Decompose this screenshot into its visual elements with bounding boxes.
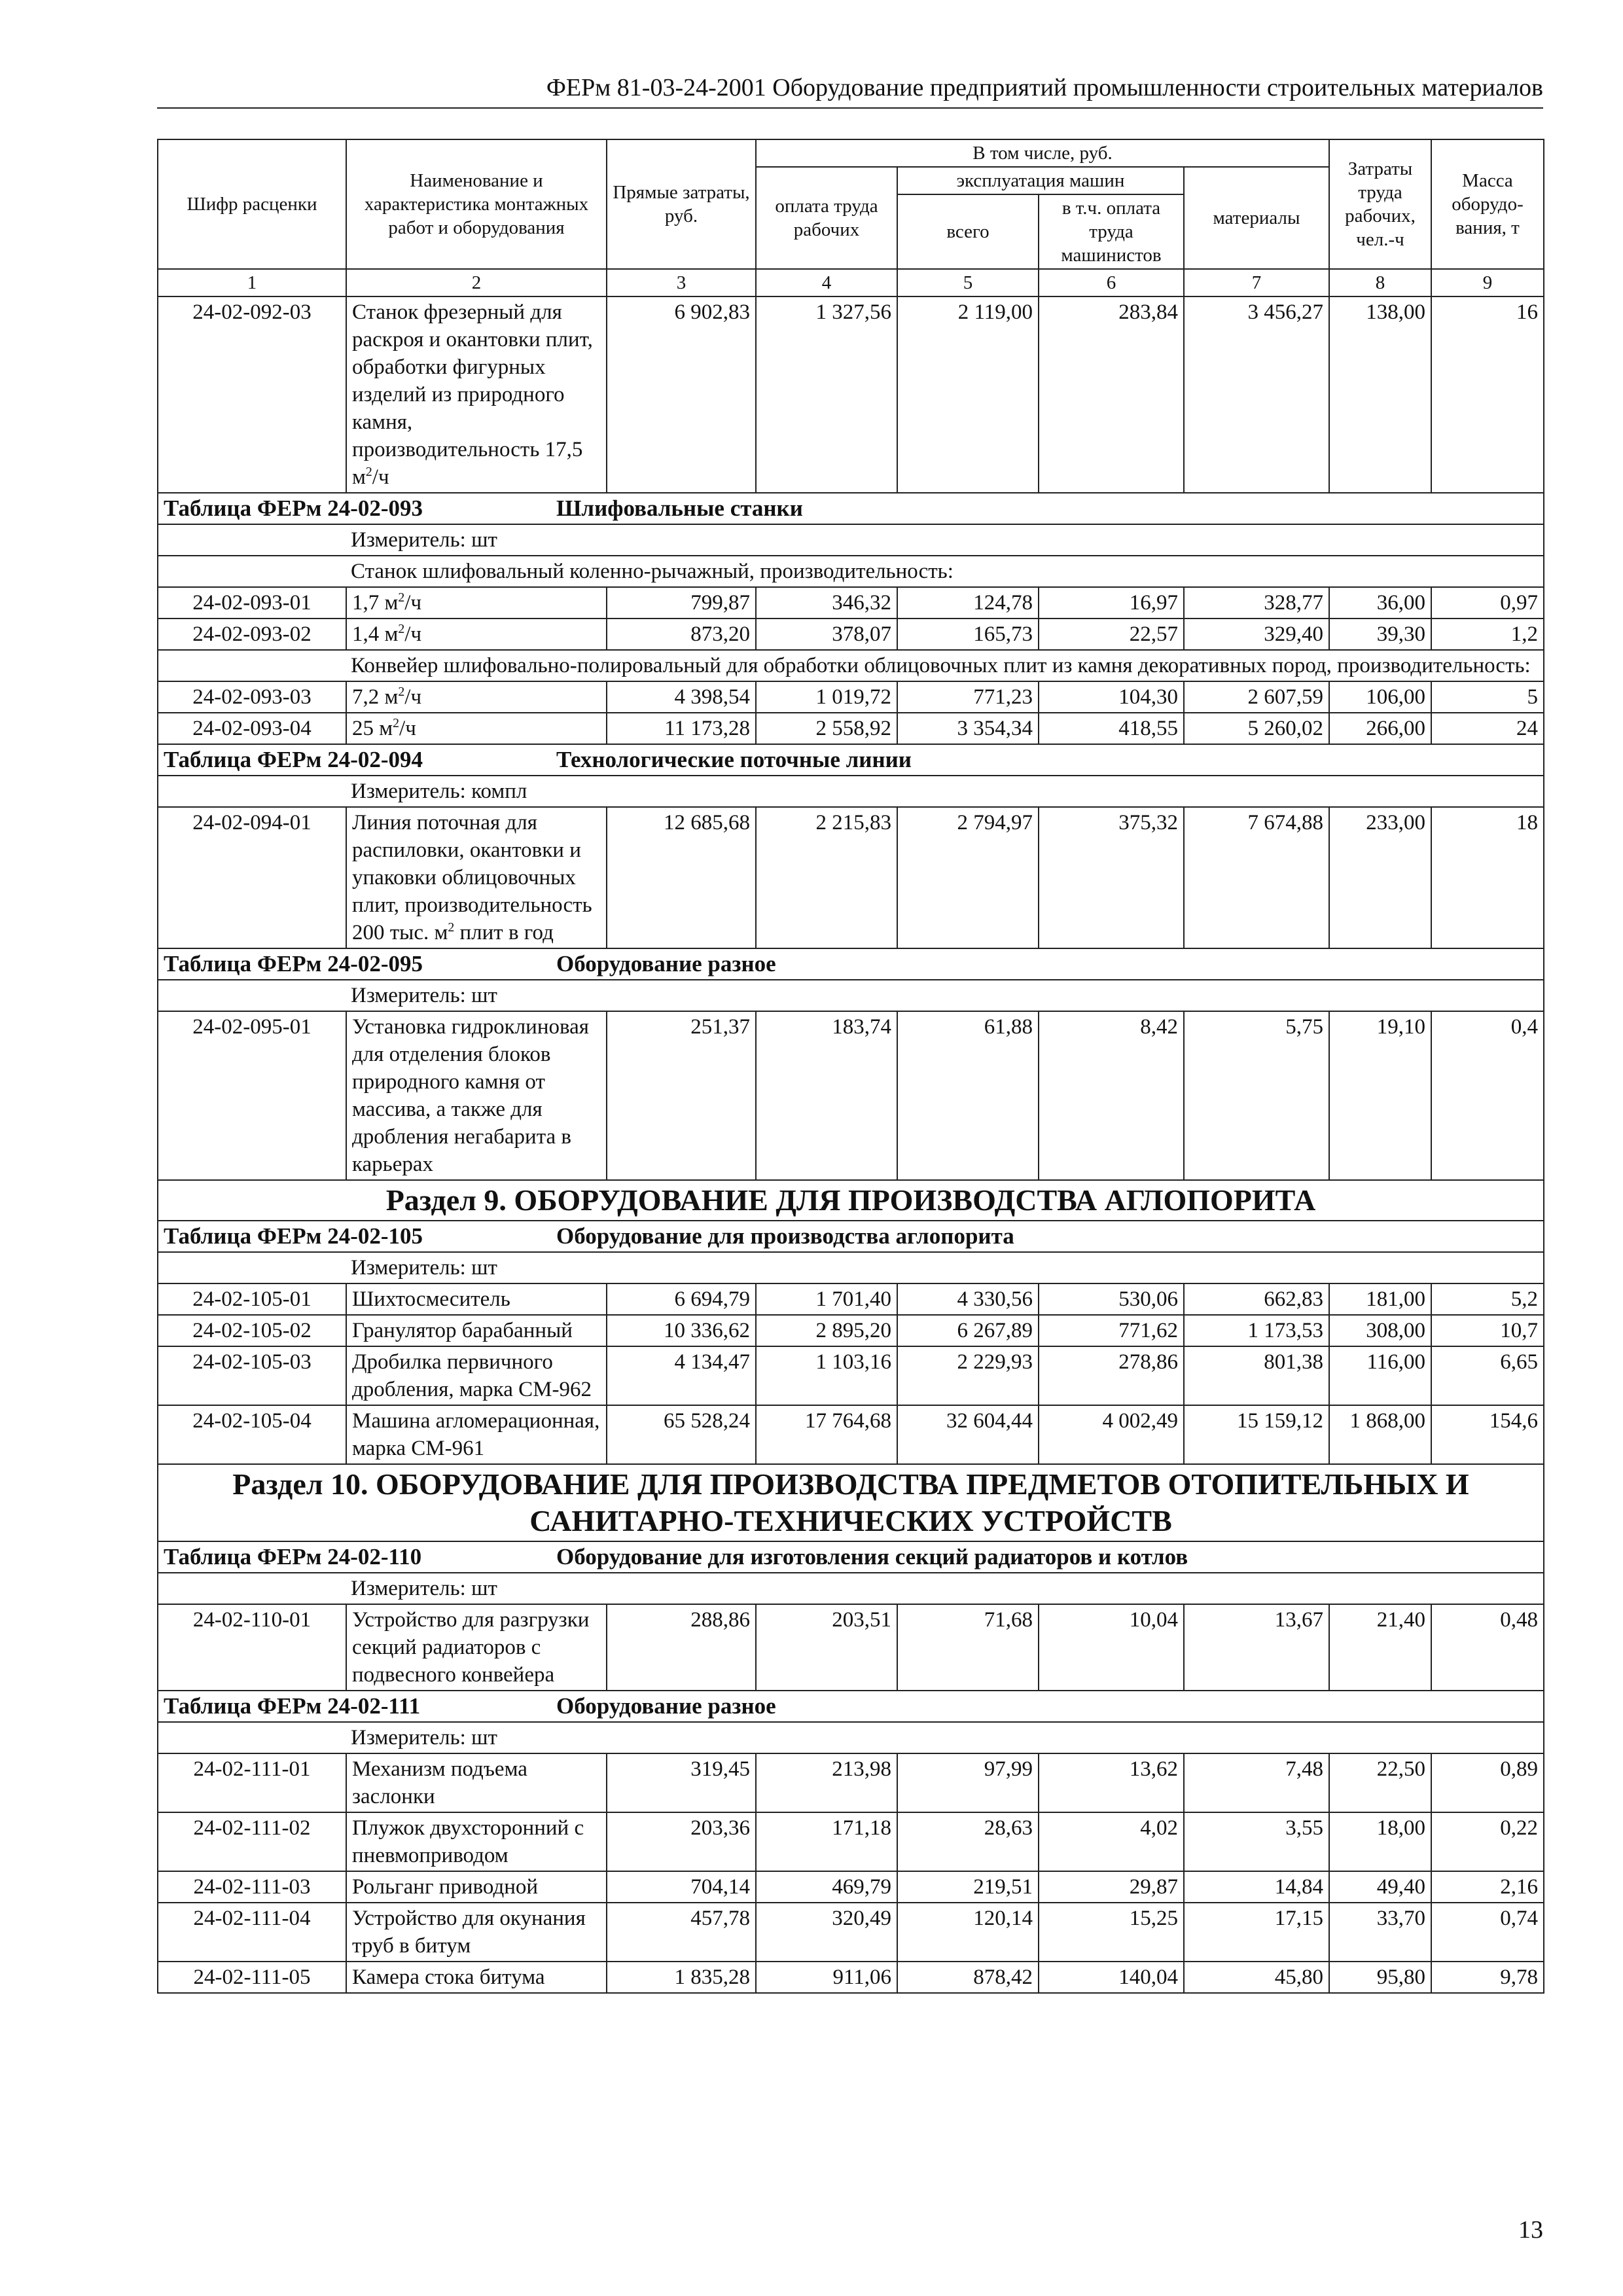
row-value: 15 159,12 (1184, 1405, 1329, 1464)
row-value: 5 260,02 (1184, 713, 1329, 744)
row-value: 8,42 (1039, 1011, 1184, 1180)
row-value: 61,88 (897, 1011, 1039, 1180)
table-row (158, 1283, 1544, 1315)
column-number: 3 (607, 269, 756, 296)
table-row (158, 713, 1544, 744)
row-name: 1,4 $м^2/ч$ (346, 619, 607, 650)
column-number: 2 (346, 269, 607, 296)
unit-row (158, 1252, 1544, 1283)
section-row (158, 1180, 1544, 1221)
row-name: Устройство для окунания труб в битум (346, 1903, 607, 1962)
row-value: 873,20 (607, 619, 756, 650)
row-value: 1,2 (1431, 619, 1544, 650)
row-value: 10,7 (1431, 1315, 1544, 1346)
table-row (158, 1604, 1544, 1691)
unit-text: Измеритель: компл (158, 776, 1544, 807)
note-row (158, 556, 1544, 587)
row-value: 13,67 (1184, 1604, 1329, 1691)
col-header-code: Шифр расценки (158, 139, 346, 269)
row-value: 328,77 (1184, 587, 1329, 619)
row-value: 288,86 (607, 1604, 756, 1691)
row-value: 1 173,53 (1184, 1315, 1329, 1346)
column-number: 1 (158, 269, 346, 296)
table-row (158, 681, 1544, 713)
row-value: 7,48 (1184, 1753, 1329, 1812)
table-row (158, 1812, 1544, 1871)
row-value: 283,84 (1039, 296, 1184, 493)
table-name: Технологические поточные линии (556, 747, 912, 772)
row-value: 878,42 (897, 1962, 1039, 1993)
unit-text: Измеритель: шт (158, 1722, 1544, 1753)
table-title-row (158, 744, 1544, 776)
row-name: 7,2 $м^2/ч$ (346, 681, 607, 713)
unit-row (158, 524, 1544, 556)
row-value: 49,40 (1329, 1871, 1431, 1903)
row-value: 120,14 (897, 1903, 1039, 1962)
row-value: 18,00 (1329, 1812, 1431, 1871)
row-value: 71,68 (897, 1604, 1039, 1691)
row-value: 183,74 (756, 1011, 897, 1180)
row-value: 375,32 (1039, 807, 1184, 948)
row-value: 4 134,47 (607, 1346, 756, 1405)
row-value: 1 019,72 (756, 681, 897, 713)
row-value: 2,16 (1431, 1871, 1544, 1903)
col-header-labor: оплата труда рабочих (756, 167, 897, 269)
table-row (158, 587, 1544, 619)
unit-text: Измеритель: шт (158, 1573, 1544, 1604)
table-label: Таблица ФЕРм 24-02-093 (164, 495, 423, 521)
column-number: 4 (756, 269, 897, 296)
row-value: 17 764,68 (756, 1405, 897, 1464)
row-code: 24-02-111-01 (158, 1753, 346, 1812)
row-value: 3,55 (1184, 1812, 1329, 1871)
row-value: 33,70 (1329, 1903, 1431, 1962)
col-header-materials: материалы (1184, 167, 1329, 269)
row-value: 5,2 (1431, 1283, 1544, 1315)
row-value: 13,62 (1039, 1753, 1184, 1812)
row-value: 2 119,00 (897, 296, 1039, 493)
row-name: Камера стока битума (346, 1962, 607, 1993)
table-label: Таблица ФЕРм 24-02-111 (164, 1693, 421, 1719)
row-value: 6 267,89 (897, 1315, 1039, 1346)
row-value: 0,74 (1431, 1903, 1544, 1962)
row-value: 1 701,40 (756, 1283, 897, 1315)
col-header-hours: Затраты труда рабочих, чел.-ч (1329, 139, 1431, 269)
table-row (158, 1753, 1544, 1812)
row-value: 6 902,83 (607, 296, 756, 493)
row-name: Установка гидроклиновая для отделения блоков природного камня от массива, а также для дробления негабарита в карьерах (346, 1011, 607, 1180)
row-value: 2 794,97 (897, 807, 1039, 948)
table-title (158, 1221, 1544, 1252)
row-value: 171,18 (756, 1812, 897, 1871)
row-value: 4 002,49 (1039, 1405, 1184, 1464)
col-header-mass: Масса оборудо-вания, т (1431, 139, 1544, 269)
row-value: 6 694,79 (607, 1283, 756, 1315)
table-title-row (158, 1221, 1544, 1252)
table-name: Оборудование разное (556, 1693, 776, 1719)
table-title (158, 1691, 1544, 1722)
column-number: 5 (897, 269, 1039, 296)
row-value: 2 895,20 (756, 1315, 897, 1346)
row-value: 418,55 (1039, 713, 1184, 744)
table-title (158, 1541, 1544, 1573)
table-title-row (158, 493, 1544, 524)
row-value: 219,51 (897, 1871, 1039, 1903)
section-title: Раздел 9. ОБОРУДОВАНИЕ ДЛЯ ПРОИЗВОДСТВА АГЛОПОРИТА (158, 1180, 1544, 1221)
row-value: 16 (1431, 296, 1544, 493)
table-label: Таблица ФЕРм 24-02-105 (164, 1223, 423, 1249)
row-value: 2 229,93 (897, 1346, 1039, 1405)
table-title (158, 493, 1544, 524)
row-name: Шихтосмеситель (346, 1283, 607, 1315)
page-header: ФЕРм 81-03-24-2001 Оборудование предприятий промышленности строительных материалов (157, 72, 1543, 109)
table-title (158, 948, 1544, 980)
row-value: 19,10 (1329, 1011, 1431, 1180)
row-value: 4,02 (1039, 1812, 1184, 1871)
row-code: 24-02-093-03 (158, 681, 346, 713)
section-row (158, 1464, 1544, 1541)
row-value: 165,73 (897, 619, 1039, 650)
row-value: 771,23 (897, 681, 1039, 713)
row-value: 17,15 (1184, 1903, 1329, 1962)
row-value: 11 173,28 (607, 713, 756, 744)
row-code: 24-02-110-01 (158, 1604, 346, 1691)
row-name: 1,7 $м^2/ч$ (346, 587, 607, 619)
unit-text: Измеритель: шт (158, 524, 1544, 556)
row-value: 0,97 (1431, 587, 1544, 619)
row-value: 203,36 (607, 1812, 756, 1871)
note-row (158, 650, 1544, 681)
row-value: 233,00 (1329, 807, 1431, 948)
row-code: 24-02-105-04 (158, 1405, 346, 1464)
table-title-row (158, 1691, 1544, 1722)
row-value: 124,78 (897, 587, 1039, 619)
row-code: 24-02-094-01 (158, 807, 346, 948)
row-value: 203,51 (756, 1604, 897, 1691)
row-code: 24-02-111-03 (158, 1871, 346, 1903)
table-title (158, 744, 1544, 776)
row-value: 10 336,62 (607, 1315, 756, 1346)
row-value: 1 103,16 (756, 1346, 897, 1405)
row-value: 0,4 (1431, 1011, 1544, 1180)
row-code: 24-02-095-01 (158, 1011, 346, 1180)
table-row (158, 1871, 1544, 1903)
table-name: Оборудование для производства аглопорита (556, 1223, 1014, 1249)
row-value: 799,87 (607, 587, 756, 619)
row-value: 457,78 (607, 1903, 756, 1962)
row-code: 24-02-105-01 (158, 1283, 346, 1315)
row-value: 154,6 (1431, 1405, 1544, 1464)
row-value: 97,99 (897, 1753, 1039, 1812)
table-name: Оборудование для изготовления секций радиаторов и котлов (556, 1544, 1188, 1570)
unit-row (158, 1573, 1544, 1604)
table-title-row (158, 1541, 1544, 1573)
row-value: 530,06 (1039, 1283, 1184, 1315)
table-label: Таблица ФЕРм 24-02-094 (164, 747, 423, 772)
row-value: 24 (1431, 713, 1544, 744)
row-name: Гранулятор барабанный (346, 1315, 607, 1346)
col-header-mach-labor: в т.ч. оплата труда машинистов (1039, 194, 1184, 269)
page-number: 13 (1518, 2216, 1543, 2244)
row-code: 24-02-093-01 (158, 587, 346, 619)
row-value: 106,00 (1329, 681, 1431, 713)
column-number: 6 (1039, 269, 1184, 296)
row-value: 2 558,92 (756, 713, 897, 744)
row-value: 801,38 (1184, 1346, 1329, 1405)
table-label: Таблица ФЕРм 24-02-095 (164, 951, 423, 977)
row-code: 24-02-093-02 (158, 619, 346, 650)
section-title: Раздел 10. ОБОРУДОВАНИЕ ДЛЯ ПРОИЗВОДСТВА ПРЕДМЕТОВ ОТОПИТЕЛЬНЫХ И САНИТАРНО-ТЕХНИЧЕСКИХ УСТРОЙСТВ (158, 1464, 1544, 1541)
row-value: 5 (1431, 681, 1544, 713)
row-name: Дробилка первичного дробления, марка СМ-962 (346, 1346, 607, 1405)
row-value: 213,98 (756, 1753, 897, 1812)
row-value: 320,49 (756, 1903, 897, 1962)
row-value: 15,25 (1039, 1903, 1184, 1962)
row-value: 28,63 (897, 1812, 1039, 1871)
table-name: Оборудование разное (556, 951, 776, 977)
row-value: 7 674,88 (1184, 807, 1329, 948)
row-value: 29,87 (1039, 1871, 1184, 1903)
row-value: 771,62 (1039, 1315, 1184, 1346)
row-value: 32 604,44 (897, 1405, 1039, 1464)
table-row (158, 807, 1544, 948)
row-value: 4 330,56 (897, 1283, 1039, 1315)
row-value: 18 (1431, 807, 1544, 948)
row-value: 140,04 (1039, 1962, 1184, 1993)
row-value: 911,06 (756, 1962, 897, 1993)
row-name: Рольганг приводной (346, 1871, 607, 1903)
row-value: 469,79 (756, 1871, 897, 1903)
row-value: 9,78 (1431, 1962, 1544, 1993)
table-row (158, 1315, 1544, 1346)
row-value: 3 354,34 (897, 713, 1039, 744)
column-number: 8 (1329, 269, 1431, 296)
row-value: 2 607,59 (1184, 681, 1329, 713)
note-text: Станок шлифовальный коленно-рычажный, производительность: (158, 556, 1544, 587)
col-header-name: Наименование и характеристика монтажных работ и оборудования (346, 139, 607, 269)
row-value: 1 327,56 (756, 296, 897, 493)
unit-row (158, 980, 1544, 1011)
row-value: 65 528,24 (607, 1405, 756, 1464)
row-value: 0,89 (1431, 1753, 1544, 1812)
row-value: 1 868,00 (1329, 1405, 1431, 1464)
table-row (158, 1011, 1544, 1180)
row-value: 16,97 (1039, 587, 1184, 619)
table-name: Шлифовальные станки (556, 495, 803, 521)
row-value: 138,00 (1329, 296, 1431, 493)
row-code: 24-02-111-04 (158, 1903, 346, 1962)
unit-text: Измеритель: шт (158, 1252, 1544, 1283)
row-value: 278,86 (1039, 1346, 1184, 1405)
row-name: Машина агломерационная, марка СМ-961 (346, 1405, 607, 1464)
row-value: 266,00 (1329, 713, 1431, 744)
row-value: 5,75 (1184, 1011, 1329, 1180)
row-value: 22,50 (1329, 1753, 1431, 1812)
row-value: 251,37 (607, 1011, 756, 1180)
row-value: 3 456,27 (1184, 296, 1329, 493)
table-row (158, 1962, 1544, 1993)
row-value: 95,80 (1329, 1962, 1431, 1993)
row-name: Устройство для разгрузки секций радиаторов с подвесного конвейера (346, 1604, 607, 1691)
row-code: 24-02-105-02 (158, 1315, 346, 1346)
table-row (158, 1405, 1544, 1464)
table-row (158, 1346, 1544, 1405)
col-header-incl: В том числе, руб. (756, 139, 1329, 167)
unit-row (158, 776, 1544, 807)
row-value: 39,30 (1329, 619, 1431, 650)
column-numbers-row (158, 269, 1544, 296)
row-value: 6,65 (1431, 1346, 1544, 1405)
row-value: 12 685,68 (607, 807, 756, 948)
unit-row (158, 1722, 1544, 1753)
row-value: 329,40 (1184, 619, 1329, 650)
row-value: 0,22 (1431, 1812, 1544, 1871)
row-value: 2 215,83 (756, 807, 897, 948)
row-value: 116,00 (1329, 1346, 1431, 1405)
row-value: 4 398,54 (607, 681, 756, 713)
price-table (157, 139, 1544, 1994)
row-value: 10,04 (1039, 1604, 1184, 1691)
row-value: 0,48 (1431, 1604, 1544, 1691)
row-name: Станок фрезерный для раскроя и окантовки плит, обработки фигурных изделий из природного камня, производительность 17,5 $м^2/ч$ (346, 296, 607, 493)
row-code: 24-02-105-03 (158, 1346, 346, 1405)
row-value: 319,45 (607, 1753, 756, 1812)
col-header-machines: эксплуатация машин (897, 167, 1184, 194)
row-value: 346,32 (756, 587, 897, 619)
unit-text: Измеритель: шт (158, 980, 1544, 1011)
row-code: 24-02-092-03 (158, 296, 346, 493)
table-row (158, 296, 1544, 493)
col-header-direct: Прямые затраты, руб. (607, 139, 756, 269)
row-value: 14,84 (1184, 1871, 1329, 1903)
row-name: Плужок двухсторонний с пневмоприводом (346, 1812, 607, 1871)
col-header-mach-total: всего (897, 194, 1039, 269)
row-value: 1 835,28 (607, 1962, 756, 1993)
row-value: 662,83 (1184, 1283, 1329, 1315)
column-number: 9 (1431, 269, 1544, 296)
row-value: 22,57 (1039, 619, 1184, 650)
row-code: 24-02-111-02 (158, 1812, 346, 1871)
row-value: 36,00 (1329, 587, 1431, 619)
row-value: 704,14 (607, 1871, 756, 1903)
table-title-row (158, 948, 1544, 980)
column-number: 7 (1184, 269, 1329, 296)
row-value: 21,40 (1329, 1604, 1431, 1691)
table-label: Таблица ФЕРм 24-02-110 (164, 1544, 422, 1570)
row-name: 25 $м^2/ч$ (346, 713, 607, 744)
row-code: 24-02-093-04 (158, 713, 346, 744)
table-row (158, 619, 1544, 650)
row-value: 308,00 (1329, 1315, 1431, 1346)
row-value: 378,07 (756, 619, 897, 650)
row-name: Механизм подъема заслонки (346, 1753, 607, 1812)
row-value: 45,80 (1184, 1962, 1329, 1993)
row-code: 24-02-111-05 (158, 1962, 346, 1993)
row-value: 104,30 (1039, 681, 1184, 713)
note-text: Конвейер шлифовально-полировальный для обработки облицовочных плит из камня декоративных пород, производительность: (158, 650, 1544, 681)
table-row (158, 1903, 1544, 1962)
row-name: Линия поточная для распиловки, окантовки и упаковки облицовочных плит, производительность 200 тыс. $м^2$ плит в год (346, 807, 607, 948)
row-value: 181,00 (1329, 1283, 1431, 1315)
